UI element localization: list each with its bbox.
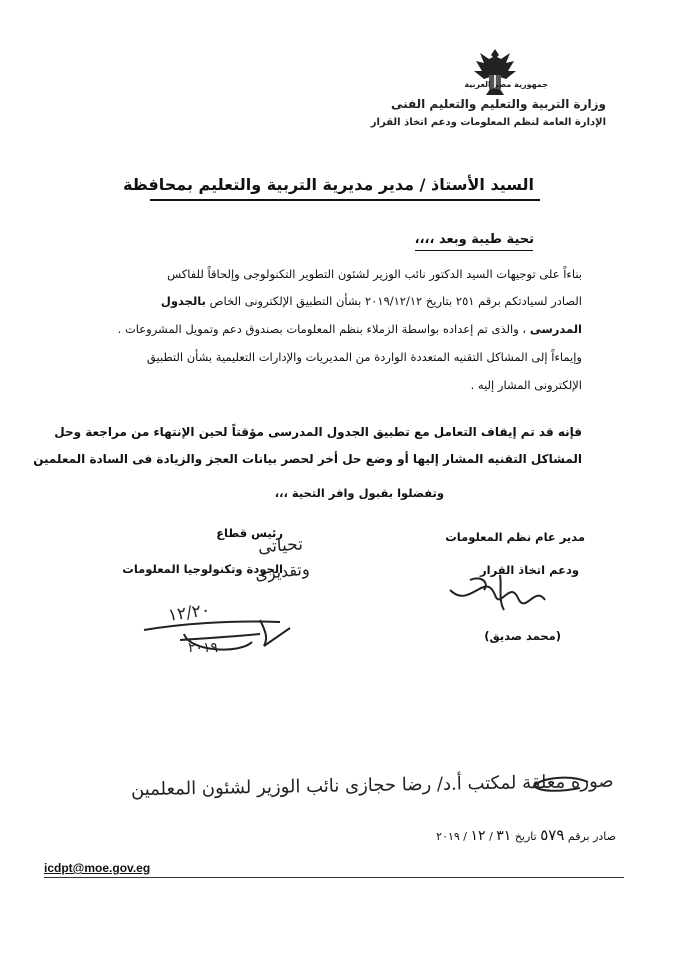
body-line-2-text: الصادر لسيادتكم برقم ٢٥١ بتاريخ ٢٠١٩/١٢/١٢ بشأن التطبيق الإلكترونى الخاص xyxy=(209,294,582,308)
body-line-1: بناءاً على توجيهات السيد الدكتور نائب الوزير لشئون التطوير التكنولوجى وإلحاقاً للفاكس xyxy=(167,267,582,281)
outgoing-stamp: صادر برقم ٥٧٩ تاريخ ٣١ / ١٢ / ٢٠١٩ xyxy=(436,826,616,844)
outgoing-date-day: ٣١ xyxy=(496,828,512,844)
signature-right-subtitle: ودعم اتخاذ القرار xyxy=(480,563,579,577)
handwritten-date: ١٢/٢٠ xyxy=(166,600,212,626)
addressee-title: السيد الأستاذ / مدير مديرية التربية والتعليم بمحافظة xyxy=(122,175,534,194)
addressee-underline xyxy=(150,199,540,201)
greeting: تحية طيبة وبعد ،،،، xyxy=(414,232,534,247)
body-line-3-bold: المدرسى xyxy=(529,322,582,336)
body-line-2-bold: بالجدول xyxy=(160,294,206,308)
outgoing-number: ٥٧٩ xyxy=(540,826,565,844)
signature-left-title: رئيس قطاع xyxy=(216,526,283,540)
body-line-3-text: ، والذى تم إعداده بواسطة الزملاء بنظم المعلومات بصندوق دعم وتمويل المشروعات . xyxy=(117,322,527,336)
body-line-4: وإيماءاً إلى المشاكل التقنيه المتعددة الواردة من المديريات والإدارات التعليمية بشأن التطبيق xyxy=(146,350,582,364)
outgoing-date-label: تاريخ xyxy=(514,830,537,843)
greeting-underline xyxy=(415,250,533,251)
eagle-emblem-icon xyxy=(470,45,520,100)
handwritten-regards-2: وتقديرى xyxy=(254,559,311,584)
footer-divider xyxy=(44,877,624,878)
handwritten-note: صورة معلقة لمكتب أ.د/ رضا حجازى نائب الوزير لشئون المعلمين xyxy=(131,770,615,801)
signature-right-scribble xyxy=(440,560,560,620)
handwritten-note-stroke xyxy=(530,770,590,800)
header-ministry: وزارة التربية والتعليم والتعليم الفنى xyxy=(390,97,606,111)
closing: وتفضلوا بقبول وافر التحية ،،، xyxy=(274,486,444,500)
header-department: الإدارة العامة لنظم المعلومات ودعم اتخاذ القرار xyxy=(370,117,606,128)
handwritten-regards-1: تحياتى xyxy=(257,534,304,558)
body-line-5: الإلكترونى المشار إليه . xyxy=(470,378,582,392)
body-line-3 xyxy=(118,322,582,336)
signature-left-scribble xyxy=(140,612,300,662)
signature-left-subtitle: الجودة وتكنولوجيا المعلومات xyxy=(122,562,283,576)
body-line-7: المشاكل التقنيه المشار إليها أو وضع حل أخر لحصر بيانات العجز والزيادة فى السادة المعلمين xyxy=(33,452,582,466)
outgoing-date-month: ١٢ xyxy=(470,828,486,844)
body-line-2 xyxy=(161,294,582,308)
body-line-6: فإنه قد تم إيقاف التعامل مع تطبيق الجدول المدرسى مؤقتاً لحين الإنتهاء من مراجعة وحل xyxy=(54,425,582,439)
signature-right-title: مدير عام نظم المعلومات xyxy=(445,530,585,544)
handwritten-year: ٢٠١٩ xyxy=(188,640,219,656)
outgoing-date-year: ٢٠١٩ xyxy=(436,830,460,843)
header-country: جمهورية مصر العربية xyxy=(464,80,548,89)
signature-right-name: (محمد صديق) xyxy=(484,629,561,643)
outgoing-label: صادر برقم xyxy=(567,830,616,843)
footer-email[interactable]: icdpt@moe.gov.eg xyxy=(44,861,151,875)
